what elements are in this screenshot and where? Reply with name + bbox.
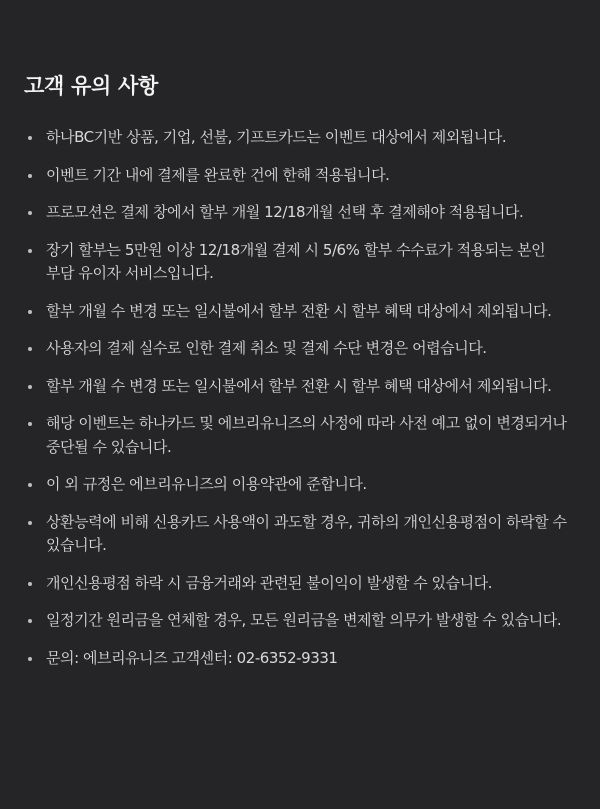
bullet-icon	[28, 619, 32, 623]
notice-item-contact	[24, 647, 576, 671]
notice-item-text: 사용자의 결제 실수로 인한 결제 취소 및 결제 수단 변경은 어렵습니다.	[46, 339, 487, 357]
notice-item	[24, 412, 576, 459]
notice-list	[24, 126, 576, 670]
bullet-icon	[28, 249, 32, 253]
notice-item	[24, 201, 576, 225]
notice-item	[24, 609, 576, 633]
notice-title: 고객 유의 사항	[24, 74, 158, 98]
notice-item-text: 할부 개월 수 변경 또는 일시불에서 할부 전환 시 할부 혜택 대상에서 제외됩니다.	[46, 301, 552, 320]
bullet-icon	[28, 347, 32, 351]
notice-item	[24, 300, 576, 324]
notice-item-text: 개인신용평점 하락 시 금융거래와 관련된 불이익이 발생할 수 있습니다.	[46, 573, 493, 592]
notice-item	[24, 239, 576, 286]
notice-item-text: 할부 개월 수 변경 또는 일시불에서 할부 전환 시 할부 혜택 대상에서 제외됩니다.	[46, 376, 552, 395]
bullet-icon	[28, 310, 32, 314]
notice-item-text: 문의: 에브리유니즈 고객센터: 02-6352-9331	[46, 648, 338, 667]
notice-item	[24, 511, 576, 558]
notice-item	[24, 375, 576, 399]
bullet-icon	[28, 521, 32, 525]
bullet-icon	[28, 657, 32, 661]
bullet-icon	[28, 136, 32, 140]
notice-item-text: 장기 할부는 5만원 이상 12/18개월 결제 시 5/6% 할부 수수료가 적용되는 본인 부담 유이자 서비스입니다.	[46, 240, 546, 282]
notice-item-text: 하나BC기반 상품, 기업, 선불, 기프트카드는 이벤트 대상에서 제외됩니다.	[46, 128, 507, 146]
bullet-icon	[28, 174, 32, 178]
notice-item-text: 이벤트 기간 내에 결제를 완료한 건에 한해 적용됩니다.	[46, 165, 390, 184]
notice-item-text: 일정기간 원리금을 연체할 경우, 모든 원리금을 변제할 의무가 발생할 수 있습니다.	[46, 611, 562, 629]
bullet-icon	[28, 211, 32, 215]
bullet-icon	[28, 483, 32, 487]
notice-item	[24, 337, 576, 361]
notice-item-text: 이 외 규정은 에브리유니즈의 이용약관에 준합니다.	[46, 475, 367, 493]
bullet-icon	[28, 385, 32, 389]
notice-item-text: 상환능력에 비해 신용카드 사용액이 과도할 경우, 귀하의 개인신용평점이 하락할 수 있습니다.	[46, 512, 567, 554]
notice-item	[24, 473, 576, 497]
bullet-icon	[28, 582, 32, 586]
notice-item-text: 해당 이벤트는 하나카드 및 에브리유니즈의 사정에 따라 사전 예고 없이 변경되거나 중단될 수 있습니다.	[46, 414, 567, 456]
notice-item-text: 프로모션은 결제 창에서 할부 개월 12/18개월 선택 후 결제해야 적용됩니다.	[46, 203, 524, 221]
bullet-icon	[28, 422, 32, 426]
notice-item	[24, 164, 576, 188]
notice-item	[24, 126, 576, 150]
notice-item	[24, 572, 576, 596]
